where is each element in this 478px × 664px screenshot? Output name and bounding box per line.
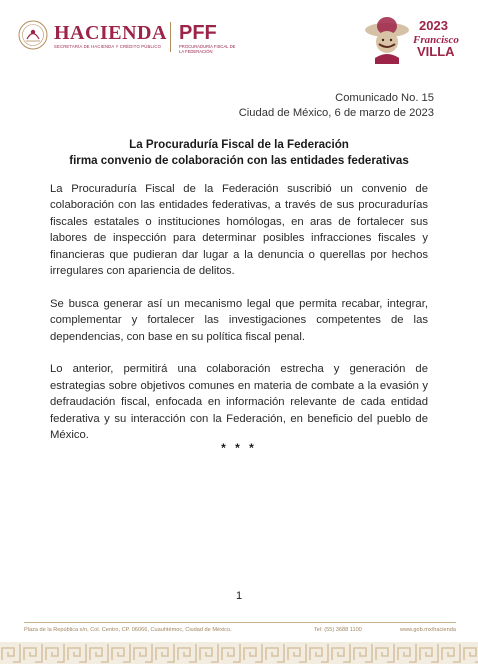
footer-divider — [24, 622, 456, 623]
logo-name-line1: Francisco — [413, 34, 459, 46]
title-line-1: La Procuraduría Fiscal de la Federación — [129, 138, 349, 151]
footer-website: www.gob.mx/hacienda — [400, 627, 456, 633]
letterhead — [0, 0, 478, 72]
francisco-villa-2023-logo — [363, 10, 463, 66]
communique-number: Comunicado No. 15 — [335, 92, 434, 104]
hacienda-logo-title: HACIENDA — [54, 22, 167, 44]
footer-address: Plaza de la República s/n, Col. Centro, CP. 06066, Cuauhtémoc, Ciudad de México. — [24, 627, 232, 633]
section-separator: * * * — [221, 441, 257, 455]
body-paragraph: La Procuraduría Fiscal de la Federación suscribió un convenio de colaboración con las entidades federativas, a través de sus procuradurías fiscales estatales o instituciones homólogas, en aras de fortalecer sus labores de inspección para determinar posibles infracciones fiscales y financieras que pudieran dar lugar a la denuncia o querellas por hechos irregulares con apariencia de delitos. — [50, 183, 428, 278]
page-number: 1 — [235, 590, 243, 602]
logo-name-line2: VILLA — [417, 44, 455, 59]
hacienda-logo-subtitle: SECRETARÍA DE HACIENDA Y CRÉDITO PÚBLICO — [54, 44, 162, 49]
document-meta — [239, 91, 434, 121]
press-release-title — [40, 137, 438, 169]
national-seal-icon — [18, 20, 48, 50]
pff-logo-subtitle: PROCURADURÍA FISCAL DE LA FEDERACIÓN — [179, 44, 236, 54]
footer-decorative-pattern — [0, 642, 478, 664]
pff-logo-title: PFF — [179, 22, 217, 44]
body-paragraph: Lo anterior, permitirá una colaboración estrecha y generación de estrategias sobre objetivos comunes en materia de combate a la evasión y defraudación fiscal, enfocada en información relevante de cada entidad federativa y su interacción con la Federación, en beneficio del pueblo de México. — [50, 363, 428, 442]
place-date: Ciudad de México, 6 de marzo de 2023 — [238, 107, 434, 119]
footer-phone: Tel: (55) 3688 1100 — [314, 627, 362, 633]
title-line-2: firma convenio de colaboración con las entidades federativas — [69, 154, 409, 167]
logo-divider — [170, 22, 171, 52]
logo-year: 2023 — [419, 18, 448, 33]
body-paragraph: Se busca generar así un mecanismo legal que permita recabar, integrar, complementar y fortalecer las investigaciones competentes de las dependencias, con base en su política fiscal penal. — [50, 297, 428, 343]
press-release-body — [50, 181, 428, 460]
